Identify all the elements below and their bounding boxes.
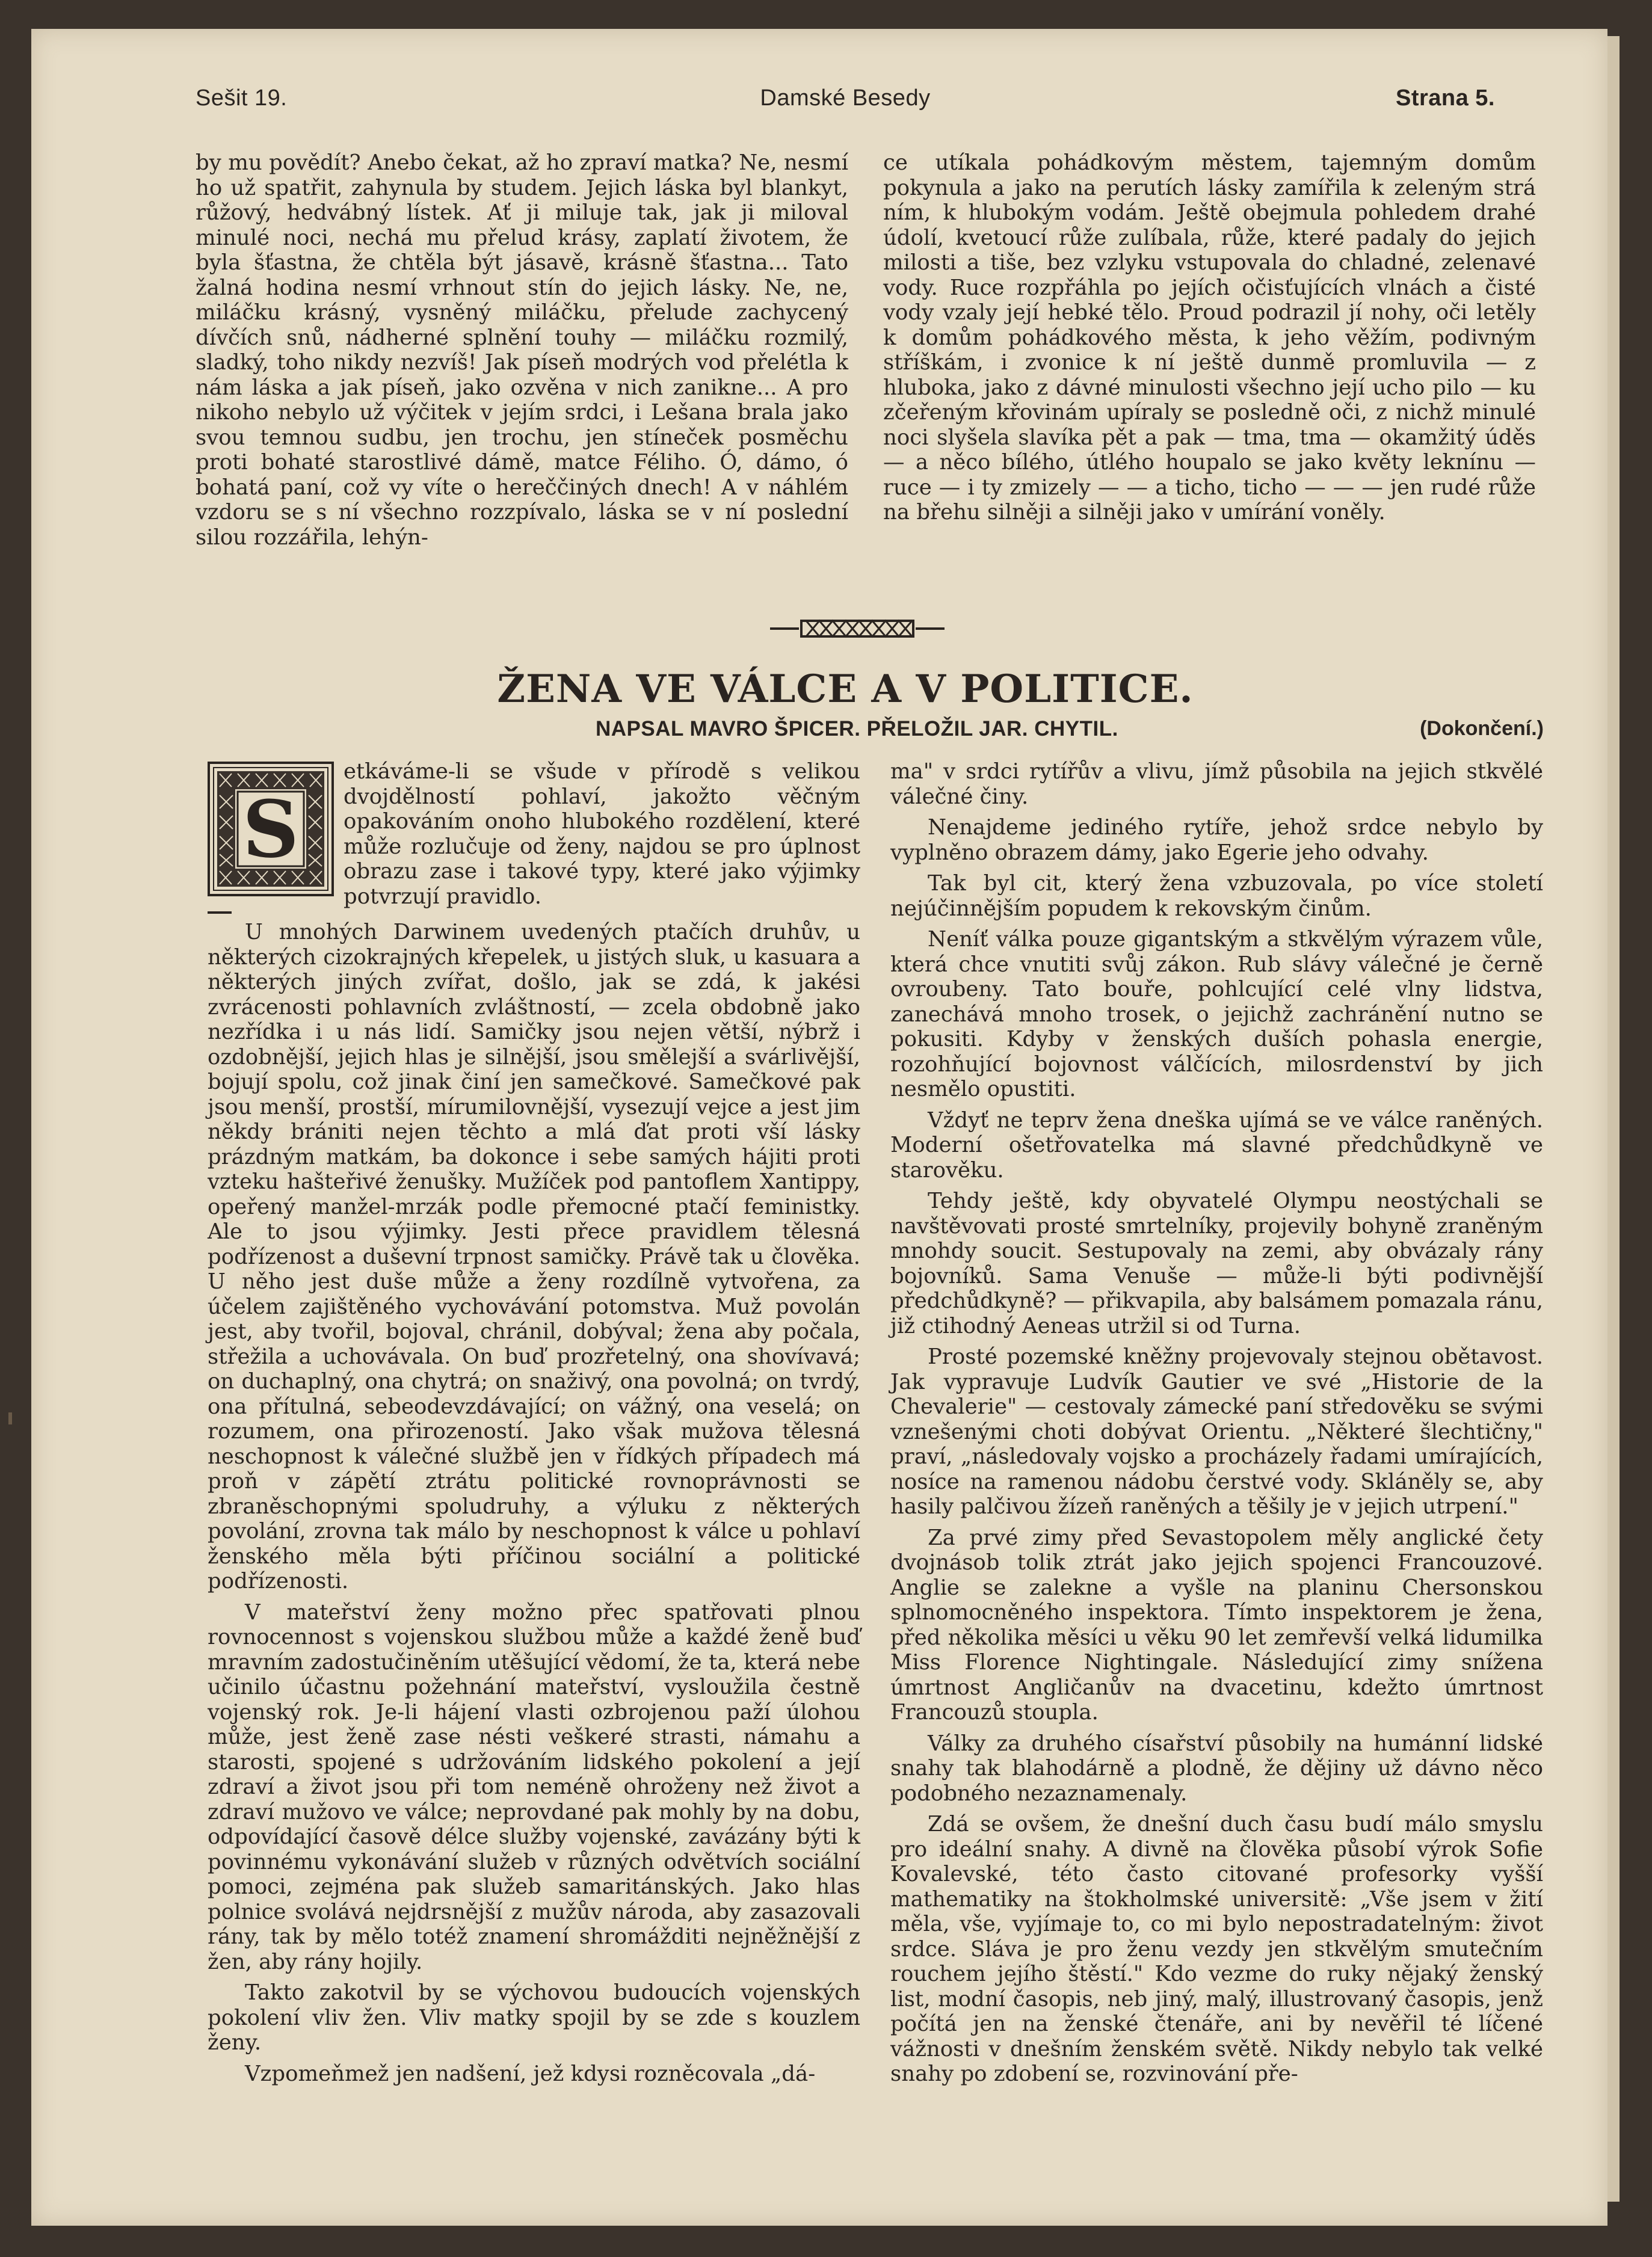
article-paragraph: Tak byl cit, který žena vzbuzovala, po více století nejúčinnějším popudem k rekovským činům. (890, 871, 1543, 921)
story-column-right (883, 150, 1536, 525)
article-continued-note: (Dokončení.) (1420, 717, 1544, 740)
page-number: Strana 5. (1395, 85, 1495, 111)
divider-ornament-icon (770, 618, 945, 639)
article-paragraph: Zdá se ovšem, že dnešní duch času budí málo smyslu pro ideální snahy. A divně na člověka působí výrok Sofie Kovalevské, této často citované profesorky vyšší mathematiky na štokholmské universitě: „Vše jsem v žití měla, vše, vyjímaje to, co mi bylo nepostradatelným: život srdce. Sláva je pro ženu vezdy jen stkvělým smutečním rouchem jejího štěstí." Kdo vezme do ruky nějaký ženský list, modní časopis, neb jiný, malý, illustrovaný časopis, jenž počítá jen na ženské čtenáře, ani by nevěřil té líčené vážnosti v dnešním ženském světě. Nikdy nebylo tak velké snahy po zdobení se, rozvinování pře- (890, 1812, 1543, 2086)
article-paragraph: Nenajdeme jediného rytíře, jehož srdce nebylo by vyplněno obrazem dámy, jako Egerie jeho odvahy. (890, 815, 1543, 865)
dropcap-frame-icon (208, 762, 334, 896)
story-text: by mu povědít? Anebo čekat, až ho zpraví matka? Ne, nesmí ho už spatřit, zahynula by studem. Jejich láska byl blankyt, růžový, hedvábný lístek. Ať ji miluje tak, jak ji miloval minulé noci, nechá mu přelud krásy, zaplatí životem, že byla šťastna, že chtěla být jásavě, krásně šťastna... Tato žalná hodina nesmí vrhnout stín do jejich lásky. Ne, ne, miláčku krásný, vysněný miláčku, přelude zachycený dívčích snů, nádherné splnění touhy — miláčku rozmilý, sladký, toho nikdy nezvíš! Jak píseň modrých vod přelétla k nám láska a jak píseň, jako ozvěna v nich zanikne... A pro nikoho nebylo už výčitek v jejím srdci, i Lešana brala jako svou temnou sudbu, jen trochu, jen stíneček posměchu proti bohaté starostlivé dámě, matce Féliho. Ó, dámo, ó bohatá paní, což vy víte o hereččiných dnech! A v náhlém vzdoru se s ní všechno rozzpívalo, láska se v ní poslední silou rozzářila, lehýn- (196, 150, 848, 550)
dropcap (208, 762, 334, 899)
story-column-left (196, 150, 848, 550)
margin-mark (8, 1412, 12, 1424)
article-paragraph: U mnohých Darwinem uvedených ptačích druhův, u některých cizokrajných křepelek, u jistých sluk, u kasuara a některých jiných zvířat, došlo, jak se zdá, k jakési zvrácenosti pohlavních zvláštností, — zcela obdobně jako nezřídka i u nás lidí. Samičky jsou nejen větší, nýbrž i ozdobnější, jejich hlas je silnější, jsou smělejší a svárlivější, bojují spolu, což jinak činí jen samečkové. Samečkové pak jsou menší, prostší, mírumilovnější, vysezují vejce a jest jim někdy brániti nejen těchto a mlá ďat proti vší lásky prázdným matkám, ba dokonce i sebe samých hájiti proti vzteku hašteřivé ženušky. Mužíček pod pantoflem Xantippy, opeřený manžel-mrzák podle přemocné ptačí feministky. Ale to jsou výjimky. Jesti přece pravidlem tělesná podřízenost a duševní trpnost samičky. Právě tak u člověka. U něho jest duše může a ženy rozdílně vytvořena, za účelem zajištěného vychovávání potomstva. Muž povolán jest, aby tvořil, bojoval, chránil, dobýval; žena aby počala, střežila a uchovávala. On buď prozřetelný, ona shovívavá; on duchaplný, ona chytrá; on snaživý, ona povolná; on tvrdý, ona přítulná, sebeodevzdávající; on vážný, ona veselá; on rozumem, ona přirozeností. Jako však mužova tělesná neschopnost k válečné službě jen v řídkých případech má proň v zápětí ztrátu politické rovnoprávnosti se zbraněschopnými spoludruhy, a výluku z některých povolání, zrovna tak málo by neschopnost k válce u pohlaví ženského měla býti příčinou sociální a politické podřízenosti. (208, 920, 860, 1593)
article-paragraph: etkáváme-li se všude v přírodě s velikou dvojdělností pohlaví, jakožto věčným opakováním onoho hlubokého rozdělení, které může rozlučuje od ženy, najdou se pro úplnost obrazu zase i takové typy, které jako výjimky potvrzují pravidlo. (344, 759, 860, 909)
journal-title: Damské Besedy (760, 85, 931, 111)
article-title: ŽENA VE VÁLCE A V POLITICE. (497, 667, 1194, 712)
article-paragraph: Vždyť ne teprv žena dneška ujímá se ve válce raněných. Moderní ošetřovatelka má slavné předchůdkyně ve starověku. (890, 1107, 1543, 1183)
article-paragraph: Takto zakotvil by se výchovou budoucích vojenských pokolení vliv žen. Vliv matky spojil by se zde s kouzlem ženy. (208, 1980, 860, 2055)
article-paragraph: V mateřství ženy možno přec spatřovati plnou rovnocennost s vojenskou službou může a každé ženě buď mravním zadostučiněním utěšující vědomí, že ta, která nebe učinilo účastnu požehnání mateřství, vysloužila čestně vojenský rok. Je-li hájení vlasti ozbrojenou paží úlohou může, jest ženě zase nésti veškeré strasti, námahu a starosti, spojené s udržováním lidského pokolení a její zdraví a život jsou při tom neméně ohroženy než život a zdraví mužovo ve válce; neprovdané pak mohly by na dobu, odpovídající časově délce služby vojenské, zavázány býti k povinnému vykonávání služeb v různých odvětvích sociální pomoci, zejména pak služeb samaritánských. Jako hlas polnice svolává nejdrsnější z mužův národa, aby zasazovali rány, tak by mělo totéž znamení shromážditi nejněžnější z žen, aby rány hojily. (208, 1600, 860, 1974)
article-column-right (890, 759, 1543, 2087)
article-paragraph: Vzpomeňmež jen nadšení, jež kdysi rozněcovala „dá- (245, 2061, 816, 2086)
article-paragraph: Války za druhého císařství působily na humánní lidské snahy tak blahodárně a plodně, že dějiny už dávno něco podobného nezaznamenaly. (890, 1731, 1543, 1806)
page-edge (1607, 36, 1620, 2202)
ornamental-divider (770, 618, 945, 639)
article-paragraph: ma" v srdci rytířův a vlivu, jímž působila na jejich stkvělé válečné činy. (890, 759, 1543, 809)
dropcap-letter: S (242, 783, 299, 875)
running-header (196, 85, 1495, 122)
article-paragraph: Tehdy ještě, kdy obyvatelé Olympu neostýchali se navštěvovati prosté smrtelníky, projevily bohyně zraněným mnohdy soucit. Sestupovaly na zemi, aby obvázaly rány bojovníků. Sama Venuše — může-li býti podivnější předchůdkyně? — přikvapila, aby balsámem pomazala ránu, již ctihodný Aeneas utržil si od Turna. (890, 1189, 1543, 1338)
article-paragraph: Neníť válka pouze gigantským a stkvělým výrazem vůle, která chce vnutiti svůj zákon. Rub slávy válečné je černě ovroubeny. Tato bouře, pohlcující celé vlny lidstva, zanechává mnoho trosek, o jejichž zachránění nutno se pokusiti. Kdyby v ženských duších pohasla energie, rozohňující bojovnost válčících, milosrdenství by jich nesmělo opustiti. (890, 927, 1543, 1101)
article-byline: NAPSAL MAVRO ŠPICER. PŘELOŽIL JAR. CHYTIL. (596, 717, 1118, 741)
article-column-left (208, 759, 860, 2086)
article-paragraph: Za prvé zimy před Sevastopolem měly anglické čety dvojnásob tolik ztrát jako jejich spojenci Francouzové. Anglie se zalekne a vyšle na planinu Chersonskou splnomocněného inspektora. Tímto inspektorem je žena, před několika měsíci u věku 90 let zemřevší velká lidumilka Miss Florence Nightingale. Následující zimy snížena úmrtnost Angličanův na dvacetinu, kdežto úmrtnost Francouzů stoupla. (890, 1525, 1543, 1725)
paragraph-dash (208, 911, 232, 914)
issue-number: Sešit 19. (196, 85, 288, 111)
story-text: ce utíkala pohádkovým městem, tajemným domům pokynula a jako na perutích lásky zamířila k zeleným strá ním, k hlubokým vodám. Ještě obejmula pohledem drahé údolí, kvetoucí růže zulíbala, růže, které padaly do jejich milosti a tiše, bez vzlyku vstupovala do chladné, zelenavé vody. Ruce rozpřáhla po jejích očisťujících vlnách a čisté vody vzaly její hebké tělo. Proud podrazil jí nohy, oči letěly k domům pohádkového města, k jeho věžím, podivným stříškám, i zvonice k ní ještě dunmě promluvila — z hluboka, jako z dávné minulosti všechno její ucho pilo — ku zčeřeným křovinám upíraly se posledně oči, z nichž minulé noci slyšela slavíka pět a pak — tma, tma — okamžitý úděs — a něco bílého, útlého houpalo se jako květy leknínu — ruce — i ty zmizely — — a ticho, ticho — — — jen rudé růže na břehu silněji a silněji jako v umírání voněly. (883, 150, 1536, 525)
article-paragraph: Prosté pozemské kněžny projevovaly stejnou obětavost. Jak vypravuje Ludvík Gautier ve své „Historie de la Chevalerie" — cestovaly zámecké paní středověku se svými vznešenými choti dobývat Orientu. „Některé šlechtičny," praví, „následovaly vojsko a procházely řadami umírajících, nosíce na ramenou nádobu čerstvé vody. Skláněly se, aby hasily palčivou žízeň raněných a těšily je v jejich utrpení." (890, 1344, 1543, 1519)
